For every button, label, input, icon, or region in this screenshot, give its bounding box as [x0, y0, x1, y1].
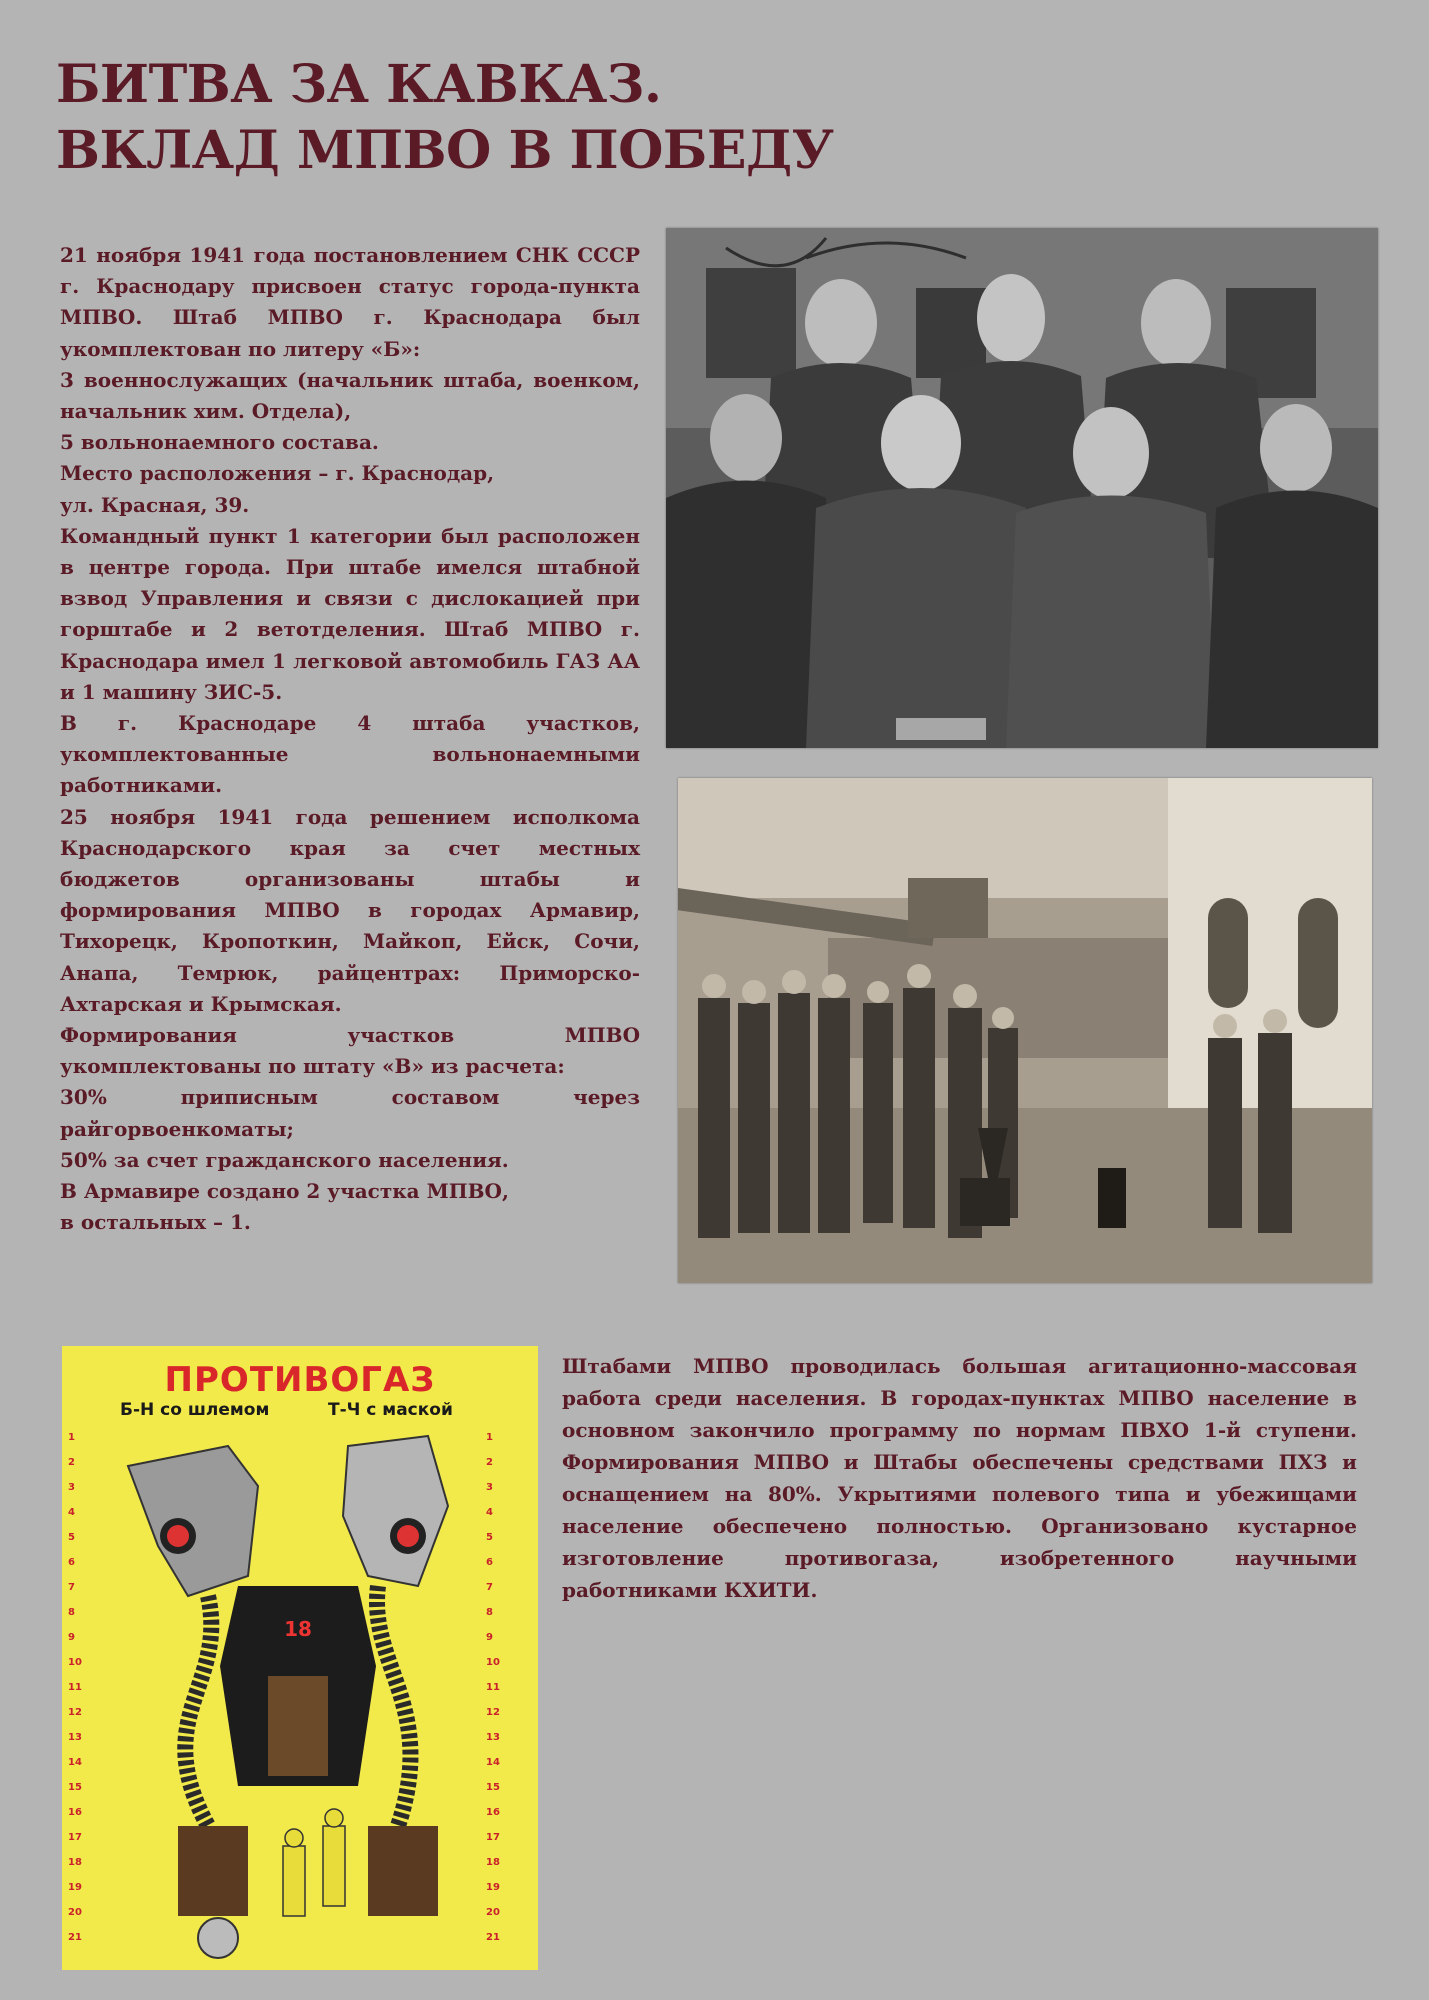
paragraph: В г. Краснодаре 4 штаба участков, укомплектованные вольнонаемными работниками. — [60, 711, 640, 798]
poster-left-number: 5 — [68, 1532, 75, 1543]
poster-right-number: 21 — [486, 1932, 500, 1943]
poster-left-number: 19 — [68, 1882, 82, 1893]
paragraph: 25 ноября 1941 года решением исполкома Краснодарского края за счет местных бюджетов организованы штабы и формирования МПВО в городах Армавир, Тихорецк, Кропоткин, Майкоп, Ейск, Сочи, Анапа, Темрюк, райцентрах: Приморско-Ахтарская и Крымская. — [60, 804, 640, 1016]
poster-right-number: 13 — [486, 1732, 500, 1743]
group-portrait-photo — [666, 228, 1378, 748]
poster-left-number: 16 — [68, 1807, 82, 1818]
poster-title: ПРОТИВОГАЗ — [164, 1360, 436, 1400]
poster-left-number-column — [68, 1432, 108, 1957]
mpvo-unit-photo — [678, 778, 1372, 1283]
poster-right-number: 1 — [486, 1432, 493, 1443]
poster-right-number: 19 — [486, 1882, 500, 1893]
poster-right-number: 14 — [486, 1757, 500, 1768]
paragraph: Командный пункт 1 категории был расположен в центре города. При штабе имелся штабной взвод Управления и связи с дислокацией при горштабе и 2 ветотделения. Штаб МПВО г. Краснодара имел 1 легковой автомобиль ГАЗ АА и 1 машину ЗИС-5. — [60, 523, 640, 704]
poster-left-number: 6 — [68, 1557, 75, 1568]
poster-left-number: 17 — [68, 1832, 82, 1843]
paragraph: Место расположения – г. Краснодар, — [60, 461, 495, 486]
poster-left-number: 9 — [68, 1632, 75, 1643]
poster-left-number: 14 — [68, 1757, 82, 1768]
poster-right-number: 17 — [486, 1832, 500, 1843]
poster-right-number: 3 — [486, 1482, 493, 1493]
paragraph: 5 вольнонаемного состава. — [60, 430, 379, 455]
paragraph: В Армавире создано 2 участка МПВО, — [60, 1179, 509, 1204]
group-portrait-illustration — [666, 228, 1378, 748]
poster-right-number: 8 — [486, 1607, 493, 1618]
poster-bag-number: 18 — [284, 1617, 312, 1641]
poster-right-number: 11 — [486, 1682, 500, 1693]
page-title — [56, 52, 833, 184]
poster-right-number-column — [486, 1432, 526, 1957]
poster-left-number: 10 — [68, 1657, 82, 1668]
poster-left-number: 20 — [68, 1907, 82, 1918]
title-line-2: ВКЛАД МПВО В ПОБЕДУ — [56, 120, 834, 181]
poster-left-number: 12 — [68, 1707, 82, 1718]
left-text-column — [60, 240, 640, 1239]
poster-right-number: 5 — [486, 1532, 493, 1543]
poster-right-number: 9 — [486, 1632, 493, 1643]
poster-right-subtitle: Т-Ч с маской — [328, 1400, 453, 1420]
title-line-1: БИТВА ЗА КАВКАЗ. — [56, 54, 662, 115]
paragraph: 30% приписным составом через райгорвоенкоматы; — [60, 1085, 640, 1141]
poster-right-number: 12 — [486, 1707, 500, 1718]
paragraph: 50% за счет гражданского населения. — [60, 1147, 509, 1172]
poster-right-number: 16 — [486, 1807, 500, 1818]
poster-left-number: 11 — [68, 1682, 82, 1693]
poster-right-number: 7 — [486, 1582, 493, 1593]
paragraph: ул. Красная, 39. — [60, 492, 250, 517]
poster-left-number: 8 — [68, 1607, 75, 1618]
poster-right-number: 2 — [486, 1457, 493, 1468]
poster-left-number: 13 — [68, 1732, 82, 1743]
poster-left-number: 1 — [68, 1432, 75, 1443]
poster-right-number: 4 — [486, 1507, 493, 1518]
poster-left-number: 15 — [68, 1782, 82, 1793]
gas-mask-poster — [62, 1346, 538, 1970]
poster-left-number: 2 — [68, 1457, 75, 1468]
poster-left-number: 21 — [68, 1932, 82, 1943]
poster-right-number: 18 — [486, 1857, 500, 1868]
gas-mask-diagram — [108, 1426, 484, 1970]
poster-left-number: 4 — [68, 1507, 75, 1518]
right-text-block: Штабами МПВО проводилась большая агитационно-массовая работа среди населения. В городах-пунктах МПВО население в основном закончило программу по нормам ПВХО 1-й ступени. Формирования МПВО и Штабы обеспечены средствами ПХЗ и оснащением на 80%. Укрытиями полевого типа и убежищами население обеспечено полностью. Организовано кустарное изготовление противогаза, изобретенного научными работниками КХИТИ. — [562, 1354, 1357, 1602]
poster-left-number: 3 — [68, 1482, 75, 1493]
paragraph: в остальных – 1. — [60, 1210, 251, 1235]
poster-right-number: 15 — [486, 1782, 500, 1793]
poster-right-number: 10 — [486, 1657, 500, 1668]
mpvo-unit-illustration — [678, 778, 1372, 1283]
poster-left-number: 7 — [68, 1582, 75, 1593]
paragraph: Формирования участков МПВО укомплектованы по штату «В» из расчета: — [60, 1023, 640, 1079]
poster-right-number: 20 — [486, 1907, 500, 1918]
poster-left-subtitle: Б-Н со шлемом — [120, 1400, 270, 1420]
poster-right-number: 6 — [486, 1557, 493, 1568]
poster-left-number: 18 — [68, 1857, 82, 1868]
paragraph: 3 военнослужащих (начальник штаба, военком, начальник хим. Отдела), — [60, 367, 640, 424]
paragraph: 21 ноября 1941 года постановлением СНК СССР г. Краснодару присвоен статус города-пункта МПВО. Штаб МПВО г. Краснодара был укомплектован по литеру «Б»: — [60, 243, 640, 361]
